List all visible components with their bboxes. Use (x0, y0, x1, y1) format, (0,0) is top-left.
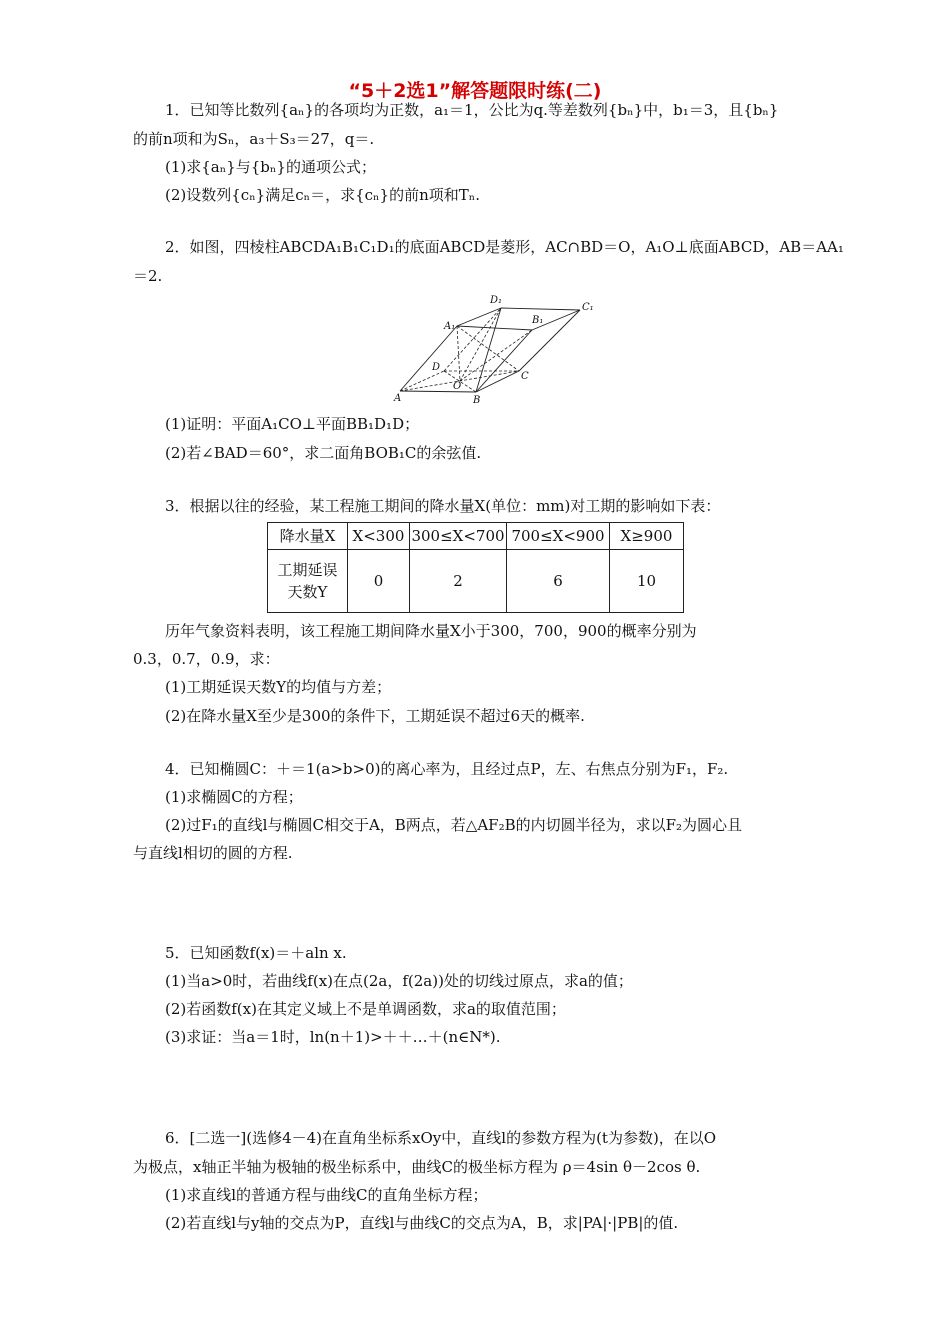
table-cell: 2 (410, 550, 507, 613)
q4-line-1: 4．已知椭圆C：＋＝1(a>b>0)的离心率为，且经过点P，左、右焦点分别为F₁，F₂. (165, 760, 729, 778)
q2-line-1: 2．如图，四棱柱ABCDA₁B₁C₁D₁的底面ABCD是菱形，AC∩BD＝O，A₁O⊥底面ABCD，AB＝AA₁ (165, 238, 844, 256)
table-cell: 6 (507, 550, 610, 613)
table-header-cell: X<300 (348, 523, 410, 550)
prism-figure (392, 288, 602, 406)
table-header-cell: X≥900 (610, 523, 684, 550)
page-title: “5＋2选1”解答题限时练(二) (348, 80, 602, 102)
label-O: O (453, 381, 462, 392)
q5-line-1: 5．已知函数f(x)＝＋aln x. (165, 944, 347, 962)
q4-part-1: (1)求椭圆C的方程； (165, 788, 303, 806)
table-row-label (268, 550, 348, 613)
q1-part-2: (2)设数列{cₙ}满足cₙ＝，求{cₙ}的前n项和Tₙ. (165, 186, 481, 204)
label-D1: D₁ (490, 295, 503, 306)
row-label-line-2: 天数Y (287, 583, 328, 601)
q3-line-2: 历年气象资料表明，该工程施工期间降水量X小于300，700，900的概率分别为 (165, 622, 697, 640)
table-header-cell: 300≤X<700 (410, 523, 507, 550)
q6-part-2: (2)若直线l与y轴的交点为P，直线l与曲线C的交点为A，B，求|PA|·|PB|的值. (165, 1214, 679, 1232)
label-C1: C₁ (582, 302, 594, 313)
table-header-cell: 降水量X (268, 523, 348, 550)
q3-line-1: 3．根据以往的经验，某工程施工期间的降水量X(单位：mm)对工期的影响如下表： (165, 497, 721, 515)
label-C: C (521, 371, 529, 382)
table-header-row (268, 523, 684, 550)
q5-part-3: (3)求证：当a＝1时，ln(n＋1)>＋＋…＋(n∈N*). (165, 1028, 501, 1046)
label-B: B (473, 395, 481, 406)
q3-part-2: (2)在降水量X至少是300的条件下，工期延误不超过6天的概率. (165, 707, 585, 725)
q6-part-1: (1)求直线l的普通方程与曲线C的直角坐标方程； (165, 1186, 488, 1204)
label-B1: B₁ (532, 315, 544, 326)
q1-line-1: 1．已知等比数列{aₙ}的各项均为正数，a₁＝1，公比为q.等差数列{bₙ}中，b₁＝3，且{bₙ} (165, 101, 779, 119)
row-label-line-1: 工期延误 (277, 561, 338, 579)
q6-line-1: 6．[二选一](选修4－4)在直角坐标系xOy中，直线l的参数方程为(t为参数)，在以O (165, 1129, 717, 1147)
q5-part-2: (2)若函数f(x)在其定义域上不是单调函数，求a的取值范围； (165, 1000, 566, 1018)
q3-part-1: (1)工期延误天数Y的均值与方差； (165, 678, 392, 696)
table-cell: 10 (610, 550, 684, 613)
q2-part-2: (2)若∠BAD＝60°，求二面角BOB₁C的余弦值. (165, 444, 482, 462)
q4-part-2a: (2)过F₁的直线l与椭圆C相交于A，B两点，若△AF₂B的内切圆半径为，求以F₂为圆心且 (165, 816, 743, 834)
q6-line-2: 为极点，x轴正半轴为极轴的极坐标系中，曲线C的极坐标方程为 ρ＝4sin θ－2cos θ. (133, 1158, 701, 1176)
q2-part-1: (1)证明：平面A₁CO⊥平面BB₁D₁D； (165, 415, 420, 433)
q4-part-2b: 与直线l相切的圆的方程. (133, 844, 293, 862)
label-A: A (394, 393, 402, 404)
q1-line-2: 的前n项和为Sₙ，a₃＋S₃＝27，q＝. (133, 130, 375, 148)
label-D: D (432, 362, 441, 373)
label-A1: A₁ (444, 321, 456, 332)
table-cell: 0 (348, 550, 410, 613)
table-row (268, 550, 684, 613)
table-header-cell: 700≤X<900 (507, 523, 610, 550)
q2-line-2: ＝2. (133, 267, 163, 285)
rainfall-table (267, 522, 684, 613)
q1-part-1: (1)求{aₙ}与{bₙ}的通项公式； (165, 158, 376, 176)
q3-line-3: 0.3，0.7，0.9，求： (133, 650, 280, 668)
q5-part-1: (1)当a>0时，若曲线f(x)在点(2a，f(2a))处的切线过原点，求a的值； (165, 972, 633, 990)
